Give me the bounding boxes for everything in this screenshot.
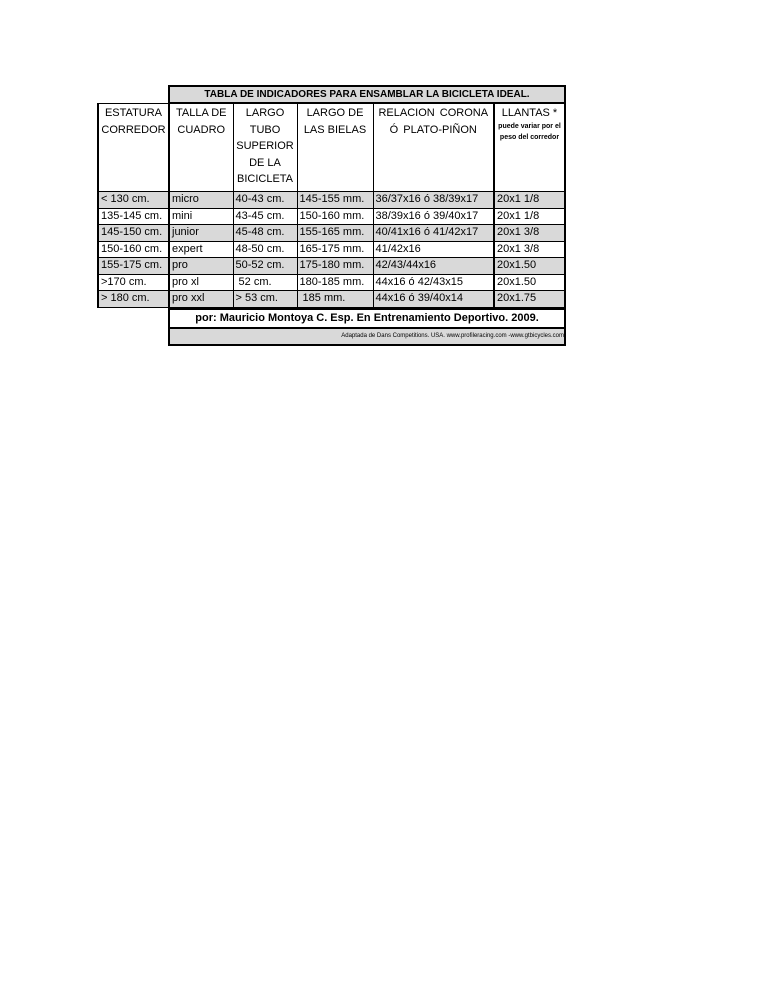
header-llantas-note: puede variar por el peso del corredor (498, 123, 561, 141)
table-row (98, 225, 565, 242)
cell-talla: expert (169, 241, 233, 258)
cell-relacion: 41/42x16 (373, 241, 494, 258)
bike-sizing-sheet (97, 85, 564, 346)
cell-llantas: 20x1.75 (494, 291, 565, 308)
cell-relacion: 44x16 ó 39/40x14 (373, 291, 494, 308)
cell-largo-tubo: > 53 cm. (233, 291, 297, 308)
table-title: TABLA DE INDICADORES PARA ENSAMBLAR LA BICICLETA IDEAL. (168, 85, 566, 103)
cell-largo-tubo: 40-43 cm. (233, 192, 297, 209)
table-row (98, 258, 565, 275)
header-talla: TALLA DE CUADRO (169, 104, 233, 192)
cell-talla: pro xxl (169, 291, 233, 308)
cell-llantas: 20x1.50 (494, 258, 565, 275)
cell-llantas: 20x1 3/8 (494, 225, 565, 242)
cell-talla: pro (169, 258, 233, 275)
cell-largo-bielas: 145-155 mm. (297, 192, 373, 209)
cell-relacion: 44x16 ó 42/43x15 (373, 274, 494, 291)
table-row (98, 208, 565, 225)
cell-llantas: 20x1 1/8 (494, 208, 565, 225)
cell-relacion: 42/43/44x16 (373, 258, 494, 275)
table-row (98, 241, 565, 258)
cell-estatura: < 130 cm. (98, 192, 169, 209)
cell-llantas: 20x1 1/8 (494, 192, 565, 209)
cell-talla: junior (169, 225, 233, 242)
cell-largo-tubo: 52 cm. (233, 274, 297, 291)
cell-largo-tubo: 45-48 cm. (233, 225, 297, 242)
table-row (98, 274, 565, 291)
cell-largo-bielas: 185 mm. (297, 291, 373, 308)
cell-largo-bielas: 165-175 mm. (297, 241, 373, 258)
cell-estatura: 145-150 cm. (98, 225, 169, 242)
cell-relacion: 36/37x16 ó 38/39x17 (373, 192, 494, 209)
header-llantas-label: LLANTAS * (501, 107, 558, 119)
header-largo-bielas: LARGO DE LAS BIELAS (297, 104, 373, 192)
source-note: Adaptada de Dans Competitions. USA. www.profileracing.com -www.gtbicycles.com (168, 328, 566, 346)
sizing-table (97, 103, 566, 308)
cell-largo-bielas: 175-180 mm. (297, 258, 373, 275)
header-llantas (494, 104, 565, 192)
cell-estatura: 135-145 cm. (98, 208, 169, 225)
header-relacion: RELACION CORONA Ó PLATO-PIÑON (373, 104, 494, 192)
cell-largo-tubo: 50-52 cm. (233, 258, 297, 275)
cell-talla: pro xl (169, 274, 233, 291)
cell-estatura: > 180 cm. (98, 291, 169, 308)
cell-relacion: 40/41x16 ó 41/42x17 (373, 225, 494, 242)
cell-talla: micro (169, 192, 233, 209)
header-row (98, 104, 565, 192)
cell-llantas: 20x1 3/8 (494, 241, 565, 258)
cell-largo-tubo: 48-50 cm. (233, 241, 297, 258)
header-largo-tubo: LARGO TUBO SUPERIOR DE LA BICICLETA (233, 104, 297, 192)
cell-estatura: >170 cm. (98, 274, 169, 291)
cell-estatura: 150-160 cm. (98, 241, 169, 258)
header-estatura: ESTATURA CORREDOR (98, 104, 169, 192)
cell-llantas: 20x1.50 (494, 274, 565, 291)
cell-talla: mini (169, 208, 233, 225)
author-byline: por: Mauricio Montoya C. Esp. En Entrenamiento Deportivo. 2009. (168, 308, 566, 328)
cell-estatura: 155-175 cm. (98, 258, 169, 275)
cell-largo-bielas: 150-160 mm. (297, 208, 373, 225)
table-row (98, 291, 565, 308)
table-row (98, 192, 565, 209)
cell-largo-bielas: 180-185 mm. (297, 274, 373, 291)
cell-largo-tubo: 43-45 cm. (233, 208, 297, 225)
cell-relacion: 38/39x16 ó 39/40x17 (373, 208, 494, 225)
cell-largo-bielas: 155-165 mm. (297, 225, 373, 242)
